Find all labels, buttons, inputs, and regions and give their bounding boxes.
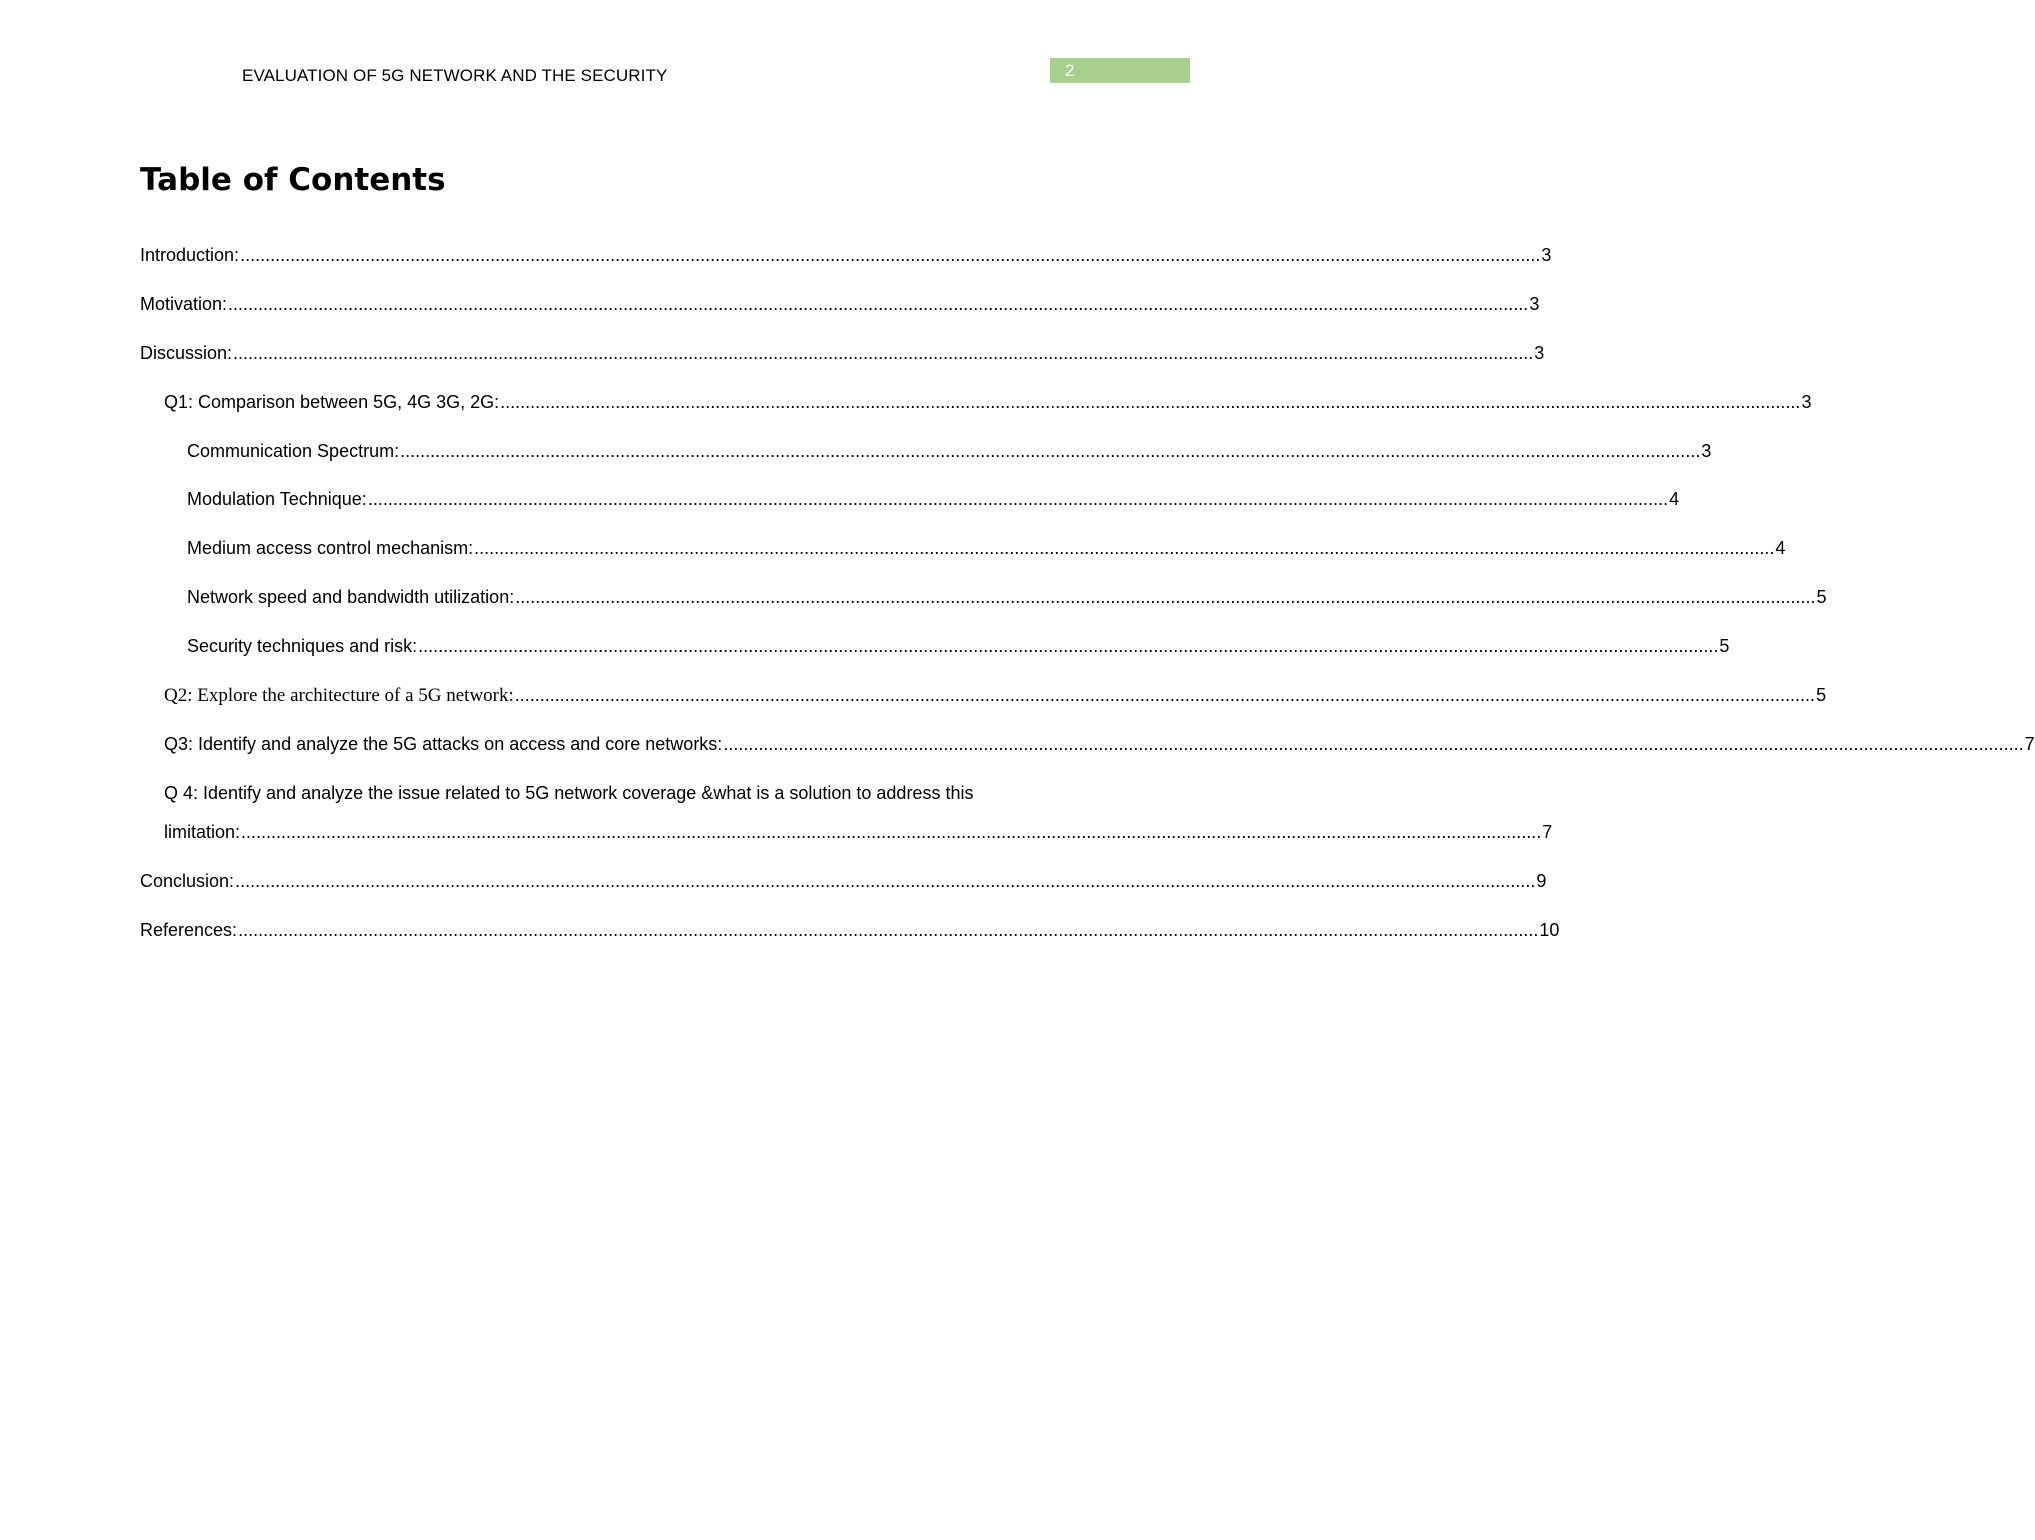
toc-leader-dots: .................................................................................................................................................................................................................................................................... bbox=[515, 587, 1816, 607]
toc-leader-dots: .................................................................................................................................................................................................................................................................... bbox=[500, 392, 1801, 412]
toc-leader-dots: .................................................................................................................................................................................................................................................................... bbox=[233, 343, 1534, 363]
toc-entry-page: 10 bbox=[1539, 920, 1560, 940]
page-number-badge: 2 bbox=[1050, 58, 1190, 83]
toc-entry-label: Security techniques and risk: bbox=[187, 636, 418, 656]
toc-entry-label: Modulation Technique: bbox=[187, 489, 367, 509]
toc-entry-label-line2: limitation: bbox=[164, 822, 241, 842]
toc-leader-dots: .................................................................................................................................................................................................................................................................... bbox=[400, 441, 1701, 461]
toc-entry-page: 3 bbox=[1534, 343, 1545, 363]
toc-entry-discussion[interactable] bbox=[140, 342, 1545, 365]
toc-entry-label: Q1: Comparison between 5G, 4G 3G, 2G: bbox=[164, 392, 500, 412]
toc-leader-dots: .................................................................................................................................................................................................................................................................... bbox=[514, 685, 1816, 705]
toc-entry-references[interactable] bbox=[140, 919, 1560, 942]
toc-leader-dots: .................................................................................................................................................................................................................................................................... bbox=[228, 294, 1529, 314]
toc-entry-page: 4 bbox=[1669, 489, 1680, 509]
toc-leader-dots: .................................................................................................................................................................................................................................................................... bbox=[367, 489, 1669, 509]
toc-entry-page: 4 bbox=[1775, 538, 1786, 558]
toc-entry-medium-access-control[interactable] bbox=[140, 537, 1786, 560]
toc-entry-label: Introduction: bbox=[140, 245, 240, 265]
toc-leader-dots: .................................................................................................................................................................................................................................................................... bbox=[418, 636, 1719, 656]
toc-entry-label: Discussion: bbox=[140, 343, 233, 363]
toc-entry-introduction[interactable] bbox=[140, 244, 1552, 267]
toc-entry-page: 5 bbox=[1816, 685, 1827, 705]
toc-entry-page: 7 bbox=[1542, 822, 1553, 842]
toc-entry-label: References: bbox=[140, 920, 238, 940]
toc-entry-page: 3 bbox=[1701, 441, 1712, 461]
toc-entry-label: Medium access control mechanism: bbox=[187, 538, 474, 558]
toc-leader-dots: .................................................................................................................................................................................................................................................................... bbox=[240, 245, 1541, 265]
toc-leader-dots: .................................................................................................................................................................................................................................................................... bbox=[238, 920, 1539, 940]
toc-entry-page: 3 bbox=[1801, 392, 1812, 412]
toc-entry-label: Conclusion: bbox=[140, 871, 235, 891]
toc-entry-page: 3 bbox=[1529, 294, 1540, 314]
toc-leader-dots: .................................................................................................................................................................................................................................................................... bbox=[474, 538, 1775, 558]
toc-entry-q2[interactable] bbox=[140, 684, 1827, 707]
toc-leader-dots: .................................................................................................................................................................................................................................................................... bbox=[241, 822, 1542, 842]
toc-entry-page: 5 bbox=[1816, 587, 1827, 607]
toc-entry-communication-spectrum[interactable] bbox=[140, 440, 1712, 463]
toc-entry-label: Communication Spectrum: bbox=[187, 441, 400, 461]
toc-heading: Table of Contents bbox=[140, 162, 446, 198]
toc-entry-network-speed[interactable] bbox=[140, 586, 1827, 609]
toc-entry-page: 7 bbox=[2024, 734, 2035, 754]
running-header-title: EVALUATION OF 5G NETWORK AND THE SECURITY bbox=[242, 66, 668, 85]
toc-entry-page: 3 bbox=[1541, 245, 1552, 265]
toc-entry-q1[interactable] bbox=[140, 391, 1812, 414]
toc-entry-label: Q2: Explore the architecture of a 5G network: bbox=[164, 685, 514, 706]
toc-leader-dots: .................................................................................................................................................................................................................................................................... bbox=[723, 734, 2024, 754]
toc-entry-q4[interactable] bbox=[140, 782, 1553, 844]
toc-leader-dots: .................................................................................................................................................................................................................................................................... bbox=[235, 871, 1536, 891]
toc-entry-page: 9 bbox=[1536, 871, 1547, 891]
toc-entry-label-line1: Q 4: Identify and analyze the issue related to 5G network coverage &what is a solution to address this bbox=[164, 783, 974, 803]
toc-entry-modulation-technique[interactable] bbox=[140, 488, 1680, 511]
toc-entry-conclusion[interactable] bbox=[140, 870, 1547, 893]
toc-entry-label: Network speed and bandwidth utilization: bbox=[187, 587, 515, 607]
toc-entry-page: 5 bbox=[1719, 636, 1730, 656]
toc-entry-security-techniques[interactable] bbox=[140, 635, 1730, 658]
toc-entry-motivation[interactable] bbox=[140, 293, 1540, 316]
toc-entry-q3[interactable] bbox=[140, 733, 2035, 756]
toc-entry-label: Motivation: bbox=[140, 294, 228, 314]
toc-entry-label: Q3: Identify and analyze the 5G attacks on access and core networks: bbox=[164, 734, 723, 754]
